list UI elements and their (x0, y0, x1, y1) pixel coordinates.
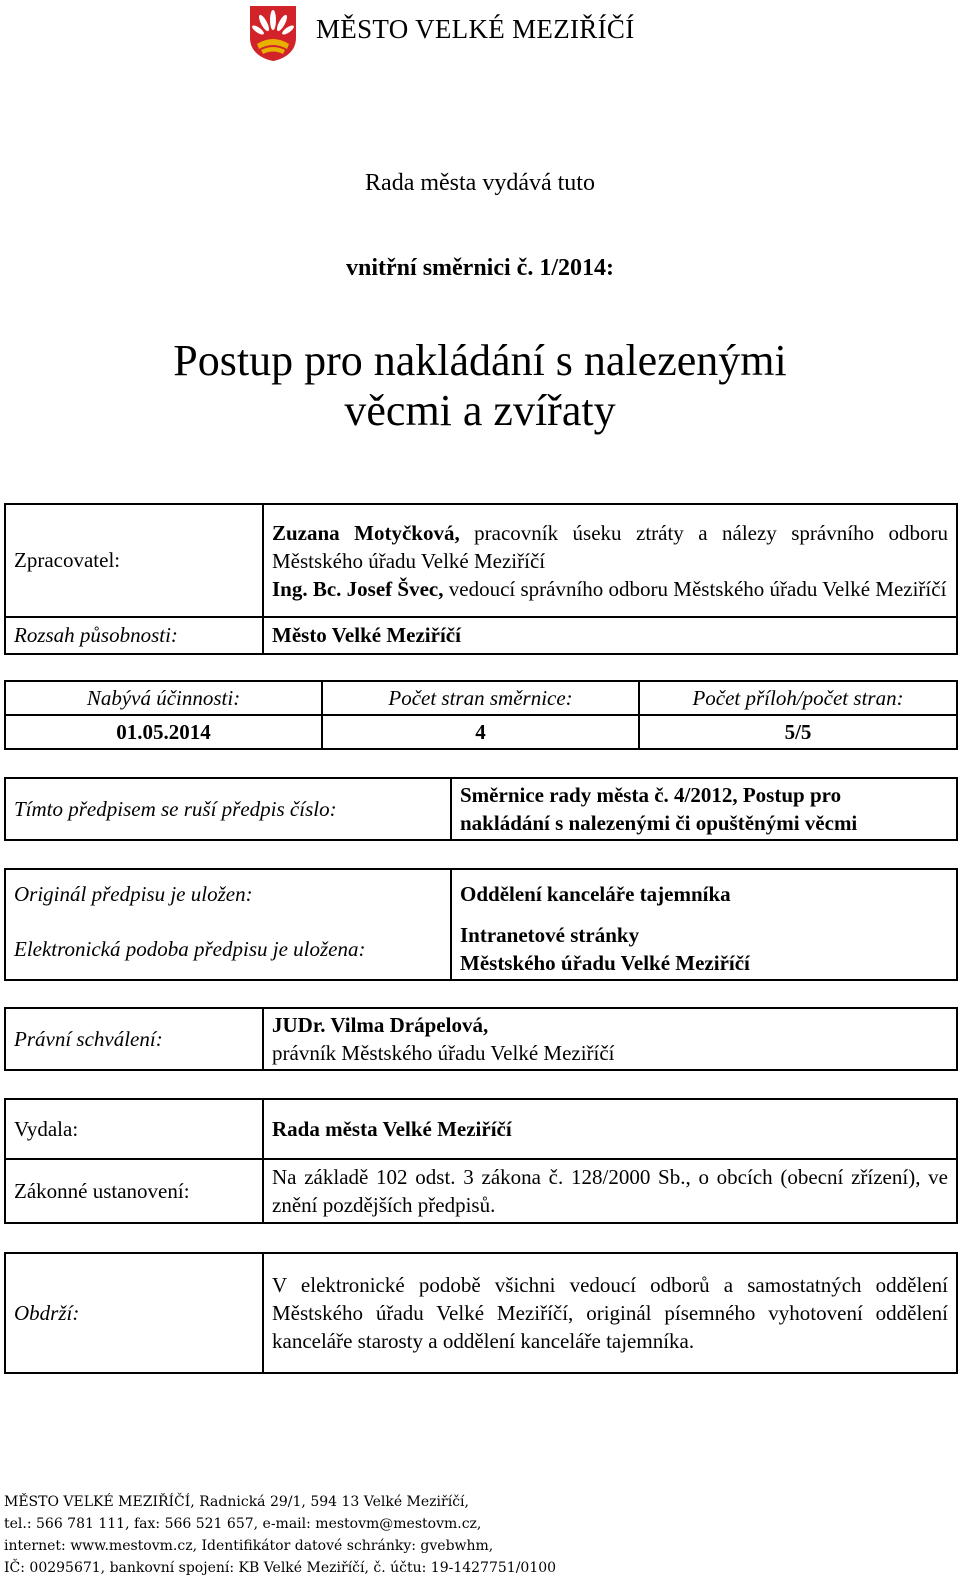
footer-line-3: internet: www.mestovm.cz, Identifikátor datové schránky: gvebwhm, (4, 1538, 494, 1554)
effective-date-header: Nabývá účinnosti: (5, 681, 322, 715)
repeal-table (4, 777, 958, 841)
storage-table (4, 868, 958, 981)
electronic-storage-value: Intranetové stránky Městského úřadu Velké Meziříčí (451, 919, 957, 980)
directive-number: vnitřní směrnici č. 1/2014: (346, 255, 614, 281)
legal-value: JUDr. Vilma Drápelová, právník Městského úřadu Velké Meziříčí (263, 1008, 957, 1070)
city-name: MĚSTO VELKÉ MEZIŘÍČÍ (316, 14, 635, 44)
law-label: Zákonné ustanovení: (5, 1159, 263, 1223)
law-value: Na základě 102 odst. 3 zákona č. 128/2000 Sb., o obcích (obecní zřízení), ve znění pozdějších předpisů. (263, 1159, 957, 1223)
processor-person-1: Zuzana Motyčková, pracovník úseku ztráty a nálezy správního odboru Městského úřadu Velké Meziříčí (272, 520, 949, 573)
recipients-value: V elektronické podobě všichni vedoucí odborů a samostatných oddělení Městského úřadu Velké Meziříčí, originál písemného vyhotovení oddělení kanceláře starosty a oddělení kanceláře tajemníka. (263, 1253, 957, 1373)
repeal-value: Směrnice rady města č. 4/2012, Postup pro nakládání s nalezenými či opuštěnými věcmi (451, 778, 957, 840)
repeal-label: Tímto předpisem se ruší předpis číslo: (5, 778, 451, 840)
processor-person-2: Ing. Bc. Josef Švec, vedoucí správního odboru Městského úřadu Velké Meziříčí (272, 576, 947, 601)
attachments-header: Počet příloh/počet stran: (639, 681, 957, 715)
footer-line-1: MĚSTO VELKÉ MEZIŘÍČÍ, Radnická 29/1, 594 13 Velké Meziříčí, (4, 1494, 469, 1510)
electronic-storage-label: Elektronická podoba předpisu je uložena: (5, 919, 451, 980)
intro-text: Rada města vydává tuto (365, 170, 595, 196)
scope-label: Rozsah působnosti: (5, 617, 263, 654)
footer-line-4: IČ: 00295671, bankovní spojení: KB Velké Meziříčí, č. účtu: 19-1427751/0100 (4, 1560, 557, 1576)
issued-value: Rada města Velké Meziříčí (263, 1099, 957, 1159)
original-storage-value: Oddělení kanceláře tajemníka (451, 869, 957, 919)
issued-label: Vydala: (5, 1099, 263, 1159)
title-line-2: věcmi a zvířaty (344, 386, 616, 435)
legal-label: Právní schválení: (5, 1008, 263, 1070)
document-title (0, 336, 960, 436)
processor-value (263, 504, 957, 617)
footer-contact (4, 1491, 556, 1579)
processor-label: Zpracovatel: (5, 504, 263, 617)
title-line-1: Postup pro nakládání s nalezenými (173, 336, 787, 385)
effective-date-value: 01.05.2014 (5, 715, 322, 749)
attachments-value: 5/5 (639, 715, 957, 749)
legal-table (4, 1007, 958, 1071)
page-count-value: 4 (322, 715, 639, 749)
recipients-table (4, 1252, 958, 1374)
coat-of-arms-icon (248, 4, 298, 62)
issued-table (4, 1098, 958, 1224)
processor-table (4, 503, 958, 655)
effective-table (4, 680, 958, 750)
scope-value: Město Velké Meziříčí (263, 617, 957, 654)
original-storage-label: Originál předpisu je uložen: (5, 869, 451, 919)
recipients-label: Obdrží: (5, 1253, 263, 1373)
page-count-header: Počet stran směrnice: (322, 681, 639, 715)
footer-line-2: tel.: 566 781 111, fax: 566 521 657, e-mail: mestovm@mestovm.cz, (4, 1516, 482, 1532)
